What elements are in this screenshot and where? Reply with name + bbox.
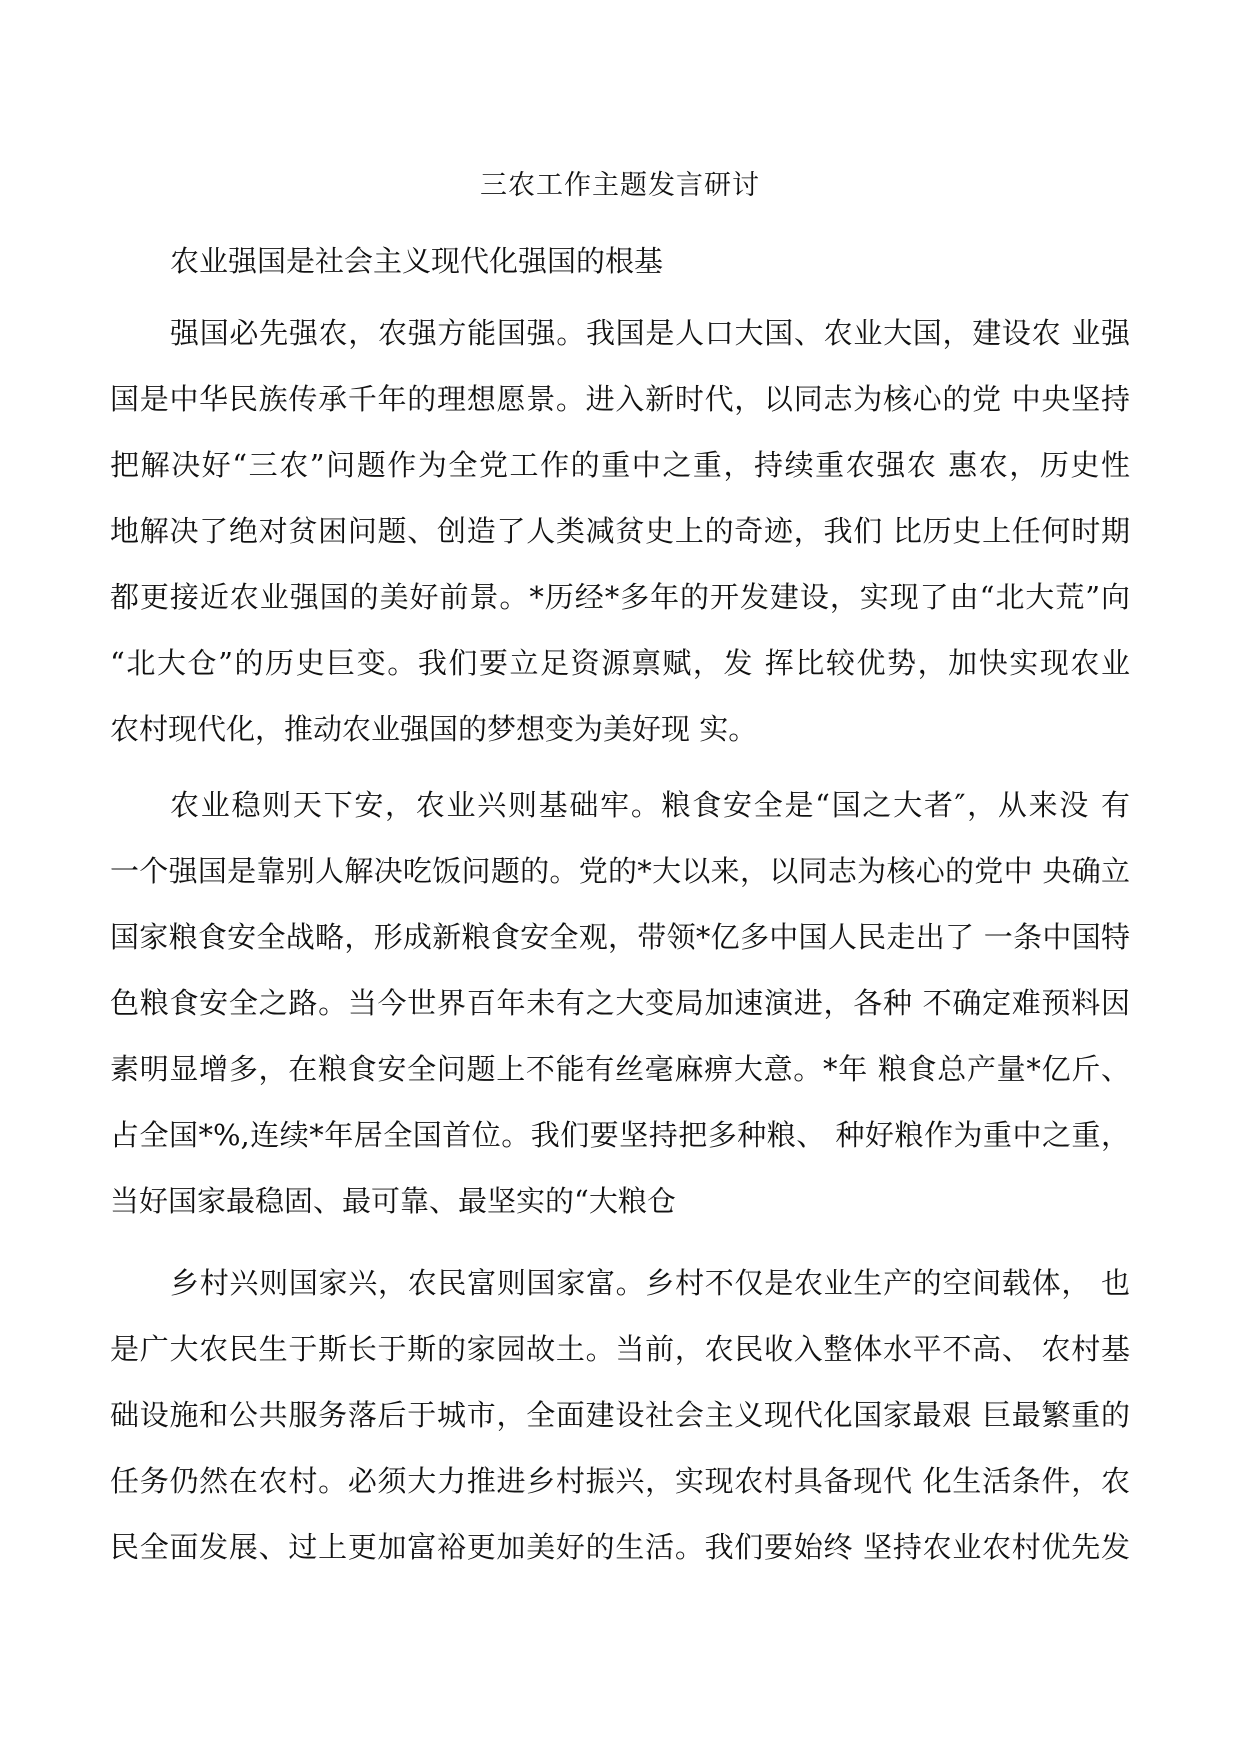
document-title: 三农工作主题发言研讨 bbox=[480, 170, 760, 201]
paragraph-line: 国家粮食安全战略，形成新粮食安全观，带领*亿多中国人民走出了 一条中国特 bbox=[110, 920, 1130, 954]
paragraph-line: 农业稳则天下安，农业兴则基础牢。粮食安全是“国之大者″，从来没 有 bbox=[170, 788, 1130, 822]
paragraph-line: 一个强国是靠别人解决吃饭问题的。党的*大以来，以同志为核心的党中 央确立 bbox=[110, 854, 1130, 888]
paragraph-line: 素明显增多，在粮食安全问题上不能有丝毫麻痹大意。*年 粮食总产量*亿斤、 bbox=[110, 1052, 1130, 1086]
document-subtitle: 农业强国是社会主义现代化强国的根基 bbox=[170, 244, 664, 278]
paragraph-line: 是广大农民生于斯长于斯的家园故土。当前，农民收入整体水平不高、 农村基 bbox=[110, 1332, 1130, 1366]
paragraph-line: 占全国*%,连续*年居全国首位。我们要坚持把多种粮、 种好粮作为重中之重， bbox=[110, 1118, 1130, 1152]
paragraph-line: 民全面发展、过上更加富裕更加美好的生活。我们要始终 坚持农业农村优先发 bbox=[110, 1530, 1130, 1564]
paragraph-line: 础设施和公共服务落后于城市，全面建设社会主义现代化国家最艰 巨最繁重的 bbox=[110, 1398, 1130, 1432]
paragraph-line: 任务仍然在农村。必须大力推进乡村振兴，实现农村具备现代 化生活条件，农 bbox=[110, 1464, 1130, 1498]
paragraph-line: 都更接近农业强国的美好前景。*历经*多年的开发建设，实现了由“北大荒”向 bbox=[110, 580, 1130, 614]
paragraph-line: 把解决好“三农”问题作为全党工作的重中之重，持续重农强农 惠农，历史性 bbox=[110, 448, 1130, 482]
paragraph-line: 强国必先强农，农强方能国强。我国是人口大国、农业大国，建设农 业强 bbox=[170, 316, 1130, 350]
paragraph-line: 农村现代化，推动农业强国的梦想变为美好现 实。 bbox=[110, 712, 758, 746]
paragraph-line: 国是中华民族传承千年的理想愿景。进入新时代，以同志为核心的党 中央坚持 bbox=[110, 382, 1130, 416]
paragraph-line: 地解决了绝对贫困问题、创造了人类减贫史上的奇迹，我们 比历史上任何时期 bbox=[110, 514, 1130, 548]
paragraph-line: 色粮食安全之路。当今世界百年未有之大变局加速演进，各种 不确定难预料因 bbox=[110, 986, 1130, 1020]
paragraph-line: “北大仓”的历史巨变。我们要立足资源禀赋，发 挥比较优势，加快实现农业 bbox=[110, 646, 1130, 680]
paragraph-line: 当好国家最稳固、最可靠、最坚实的“大粮仓 bbox=[110, 1184, 676, 1218]
paragraph-line: 乡村兴则国家兴，农民富则国家富。乡村不仅是农业生产的空间载体， 也 bbox=[170, 1266, 1130, 1300]
